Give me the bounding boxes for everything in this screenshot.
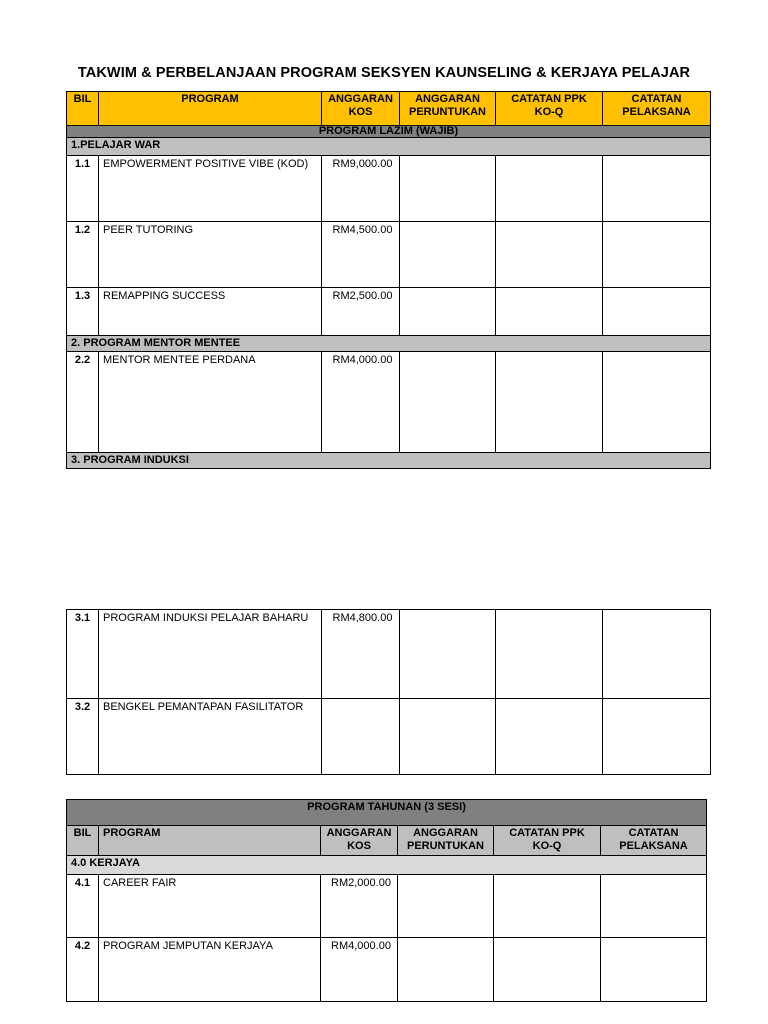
row-kos: RM9,000.00 bbox=[322, 156, 400, 222]
row-catatan-pelaksana bbox=[601, 938, 707, 1002]
row-catatan-ppk bbox=[496, 288, 603, 336]
table-row bbox=[67, 222, 711, 288]
row-catatan-pelaksana bbox=[603, 610, 711, 699]
header-anggaran-peruntukan: ANGGARAN PERUNTUKAN bbox=[398, 826, 494, 856]
table-row bbox=[67, 875, 707, 938]
header-program: PROGRAM bbox=[99, 826, 321, 856]
row-program: PROGRAM INDUKSI PELAJAR BAHARU bbox=[99, 610, 322, 699]
header-catatan-pelaksana: CATATAN PELAKSANA bbox=[603, 92, 711, 126]
row-program: MENTOR MENTEE PERDANA bbox=[99, 352, 322, 453]
group-title: 2. PROGRAM MENTOR MENTEE bbox=[67, 336, 711, 352]
row-bil: 1.2 bbox=[67, 222, 99, 288]
program-lazim-table bbox=[66, 91, 711, 469]
program-tahunan-table bbox=[66, 799, 707, 1002]
table-row bbox=[67, 610, 711, 699]
group-row bbox=[67, 856, 707, 875]
header-anggaran-kos: ANGGARAN KOS bbox=[321, 826, 398, 856]
row-bil: 3.1 bbox=[67, 610, 99, 699]
table-header-row bbox=[67, 826, 707, 856]
row-kos: RM4,000.00 bbox=[322, 352, 400, 453]
row-catatan-ppk bbox=[496, 156, 603, 222]
section-row bbox=[67, 126, 711, 138]
header-program: PROGRAM bbox=[99, 92, 322, 126]
header-catatan-ppk: CATATAN PPK KO-Q bbox=[496, 92, 603, 126]
row-program: BENGKEL PEMANTAPAN FASILITATOR bbox=[99, 699, 322, 775]
row-catatan-pelaksana bbox=[603, 352, 711, 453]
row-program: PROGRAM JEMPUTAN KERJAYA bbox=[99, 938, 321, 1002]
table-row bbox=[67, 699, 711, 775]
row-bil: 4.2 bbox=[67, 938, 99, 1002]
section-title: PROGRAM LAZIM (WAJIB) bbox=[67, 126, 711, 138]
header-bil: BIL bbox=[67, 826, 99, 856]
row-catatan-pelaksana bbox=[601, 875, 707, 938]
program-induksi-table bbox=[66, 609, 711, 775]
row-peruntukan bbox=[398, 938, 494, 1002]
row-bil: 2.2 bbox=[67, 352, 99, 453]
row-bil: 4.1 bbox=[67, 875, 99, 938]
row-peruntukan bbox=[400, 610, 496, 699]
row-catatan-ppk bbox=[496, 222, 603, 288]
table-row bbox=[67, 938, 707, 1002]
group-title: 1.PELAJAR WAR bbox=[67, 138, 711, 156]
row-catatan-ppk bbox=[496, 352, 603, 453]
header-anggaran-peruntukan: ANGGARAN PERUNTUKAN bbox=[400, 92, 496, 126]
header-catatan-pelaksana: CATATAN PELAKSANA bbox=[601, 826, 707, 856]
table-header-row bbox=[67, 92, 711, 126]
header-catatan-ppk: CATATAN PPK KO-Q bbox=[494, 826, 601, 856]
group-row bbox=[67, 453, 711, 469]
group-title: 4.0 KERJAYA bbox=[67, 856, 707, 875]
table-row bbox=[67, 288, 711, 336]
row-catatan-pelaksana bbox=[603, 156, 711, 222]
row-catatan-ppk bbox=[496, 699, 603, 775]
group-row bbox=[67, 138, 711, 156]
row-kos: RM4,000.00 bbox=[321, 938, 398, 1002]
row-catatan-ppk bbox=[496, 610, 603, 699]
section-row bbox=[67, 800, 707, 826]
row-catatan-pelaksana bbox=[603, 222, 711, 288]
row-peruntukan bbox=[400, 699, 496, 775]
table-row bbox=[67, 156, 711, 222]
row-bil: 1.3 bbox=[67, 288, 99, 336]
header-bil: BIL bbox=[67, 92, 99, 126]
group-row bbox=[67, 336, 711, 352]
row-peruntukan bbox=[400, 156, 496, 222]
row-peruntukan bbox=[398, 875, 494, 938]
row-kos: RM2,500.00 bbox=[322, 288, 400, 336]
group-title: 3. PROGRAM INDUKSI bbox=[67, 453, 711, 469]
row-peruntukan bbox=[400, 222, 496, 288]
row-kos bbox=[322, 699, 400, 775]
row-catatan-ppk bbox=[494, 875, 601, 938]
row-catatan-pelaksana bbox=[603, 699, 711, 775]
row-peruntukan bbox=[400, 288, 496, 336]
section-title: PROGRAM TAHUNAN (3 SESI) bbox=[67, 800, 707, 826]
row-bil: 3.2 bbox=[67, 699, 99, 775]
row-program: CAREER FAIR bbox=[99, 875, 321, 938]
table-row bbox=[67, 352, 711, 453]
row-program: PEER TUTORING bbox=[99, 222, 322, 288]
row-catatan-pelaksana bbox=[603, 288, 711, 336]
header-anggaran-kos: ANGGARAN KOS bbox=[322, 92, 400, 126]
row-program: REMAPPING SUCCESS bbox=[99, 288, 322, 336]
row-peruntukan bbox=[400, 352, 496, 453]
document-title: TAKWIM & PERBELANJAAN PROGRAM SEKSYEN KAUNSELING & KERJAYA PELAJAR bbox=[77, 65, 691, 81]
row-program: EMPOWERMENT POSITIVE VIBE (KOD) bbox=[99, 156, 322, 222]
row-kos: RM2,000.00 bbox=[321, 875, 398, 938]
row-bil: 1.1 bbox=[67, 156, 99, 222]
row-kos: RM4,800.00 bbox=[322, 610, 400, 699]
row-catatan-ppk bbox=[494, 938, 601, 1002]
row-kos: RM4,500.00 bbox=[322, 222, 400, 288]
